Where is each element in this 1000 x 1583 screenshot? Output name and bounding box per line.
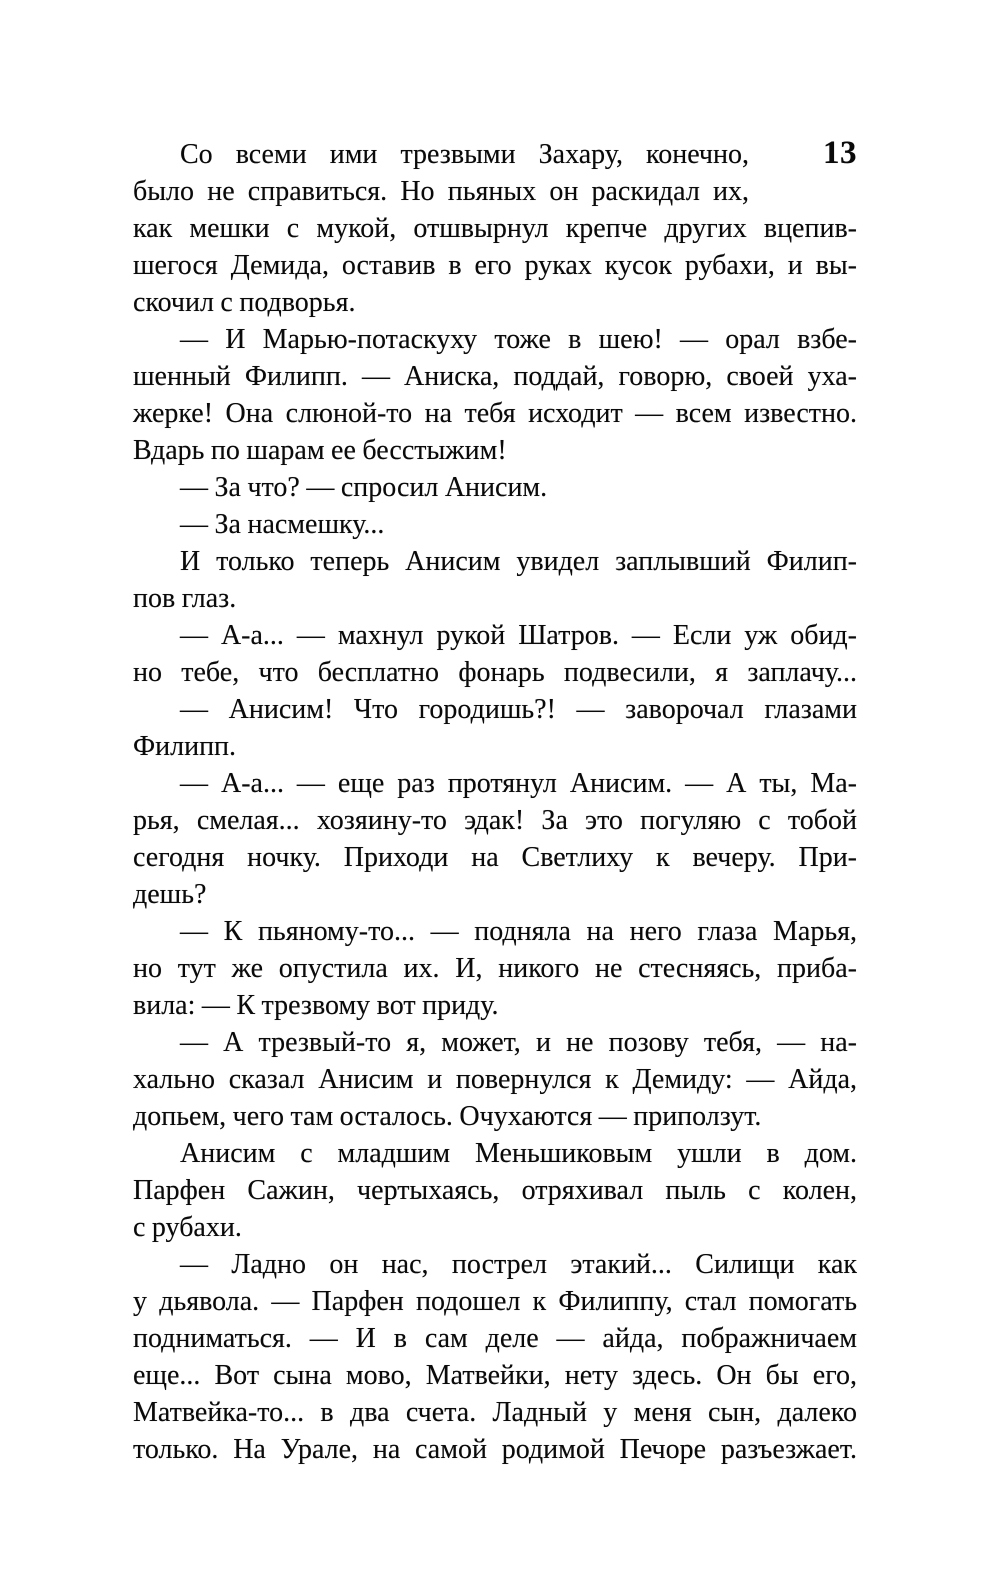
text-line: только. На Урале, на самой родимой Печоре разъезжает.	[133, 1434, 857, 1465]
text-line: хально сказал Анисим и повернулся к Демиду: — Айда,	[133, 1064, 857, 1095]
text-line: шенный Филипп. — Аниска, поддай, говорю, своей уха-	[133, 361, 857, 392]
text-line: но тебе, что бесплатно фонарь подвесили, я заплачу...	[133, 657, 857, 688]
text-line: Парфен Сажин, чертыхаясь, отряхивал пыль с колен,	[133, 1175, 857, 1206]
text-line: — К пьяному-то... — подняла на него глаза Марья,	[180, 916, 857, 947]
text-line: — А-а... — махнул рукой Шатров. — Если уж обид-	[180, 620, 857, 651]
text-line: пов глаз.	[133, 583, 237, 614]
text-line: жерке! Она слюной-то на тебя исходит — всем известно.	[133, 398, 857, 429]
text-line: Филипп.	[133, 731, 237, 762]
page-number: 13	[823, 135, 857, 171]
text-line: но тут же опустила их. И, никого не стесняясь, приба-	[133, 953, 857, 984]
text-line: дешь?	[133, 879, 207, 910]
text-line: скочил с подворья.	[133, 287, 356, 318]
text-line: И только теперь Анисим увидел заплывший Филип-	[180, 546, 857, 577]
text-line: допьем, чего там осталось. Очухаются — приползут.	[133, 1101, 762, 1132]
text-line: — Анисим! Что городишь?! — заворочал глазами	[180, 694, 857, 725]
text-line: подниматься. — И в сам деле — айда, пображничаем	[133, 1323, 857, 1354]
text-line: — За насмешку...	[180, 509, 385, 540]
text-line: сегодня ночку. Приходи на Светлиху к вечеру. При-	[133, 842, 857, 873]
text-block	[133, 136, 857, 1468]
text-line: рья, смелая... хозяину-то эдак! За это погуляю с тобой	[133, 805, 857, 836]
text-line: — За что? — спросил Анисим.	[180, 472, 548, 503]
text-line: Анисим с младшим Меньшиковым ушли в дом.	[180, 1138, 857, 1169]
text-line: было не справиться. Но пьяных он раскидал их,	[133, 176, 749, 207]
text-line: Со всеми ими трезвыми Захару, конечно,	[180, 139, 749, 170]
text-line: вила: — К трезвому вот приду.	[133, 990, 499, 1021]
text-line: шегося Демида, оставив в его руках кусок рубахи, и вы-	[133, 250, 857, 281]
text-line: с рубахи.	[133, 1212, 242, 1243]
text-line: — А трезвый-то я, может, и не позову тебя, — на-	[180, 1027, 857, 1058]
text-line: Вдарь по шарам ее бесстыжим!	[133, 435, 507, 466]
text-line: у дьявола. — Парфен подошел к Филиппу, стал помогать	[133, 1286, 857, 1317]
text-line: — Ладно он нас, пострел этакий... Силищи как	[180, 1249, 857, 1280]
text-line: — А-а... — еще раз протянул Анисим. — А ты, Ма-	[180, 768, 857, 799]
text-line: как мешки с мукой, отшвырнул крепче других вцепив-	[133, 213, 857, 244]
text-line: еще... Вот сына мово, Матвейки, нету здесь. Он бы его,	[133, 1360, 857, 1391]
text-line: — И Марью-потаскуху тоже в шею! — орал взбе-	[180, 324, 857, 355]
text-line: Матвейка-то... в два счета. Ладный у меня сын, далеко	[133, 1397, 857, 1428]
